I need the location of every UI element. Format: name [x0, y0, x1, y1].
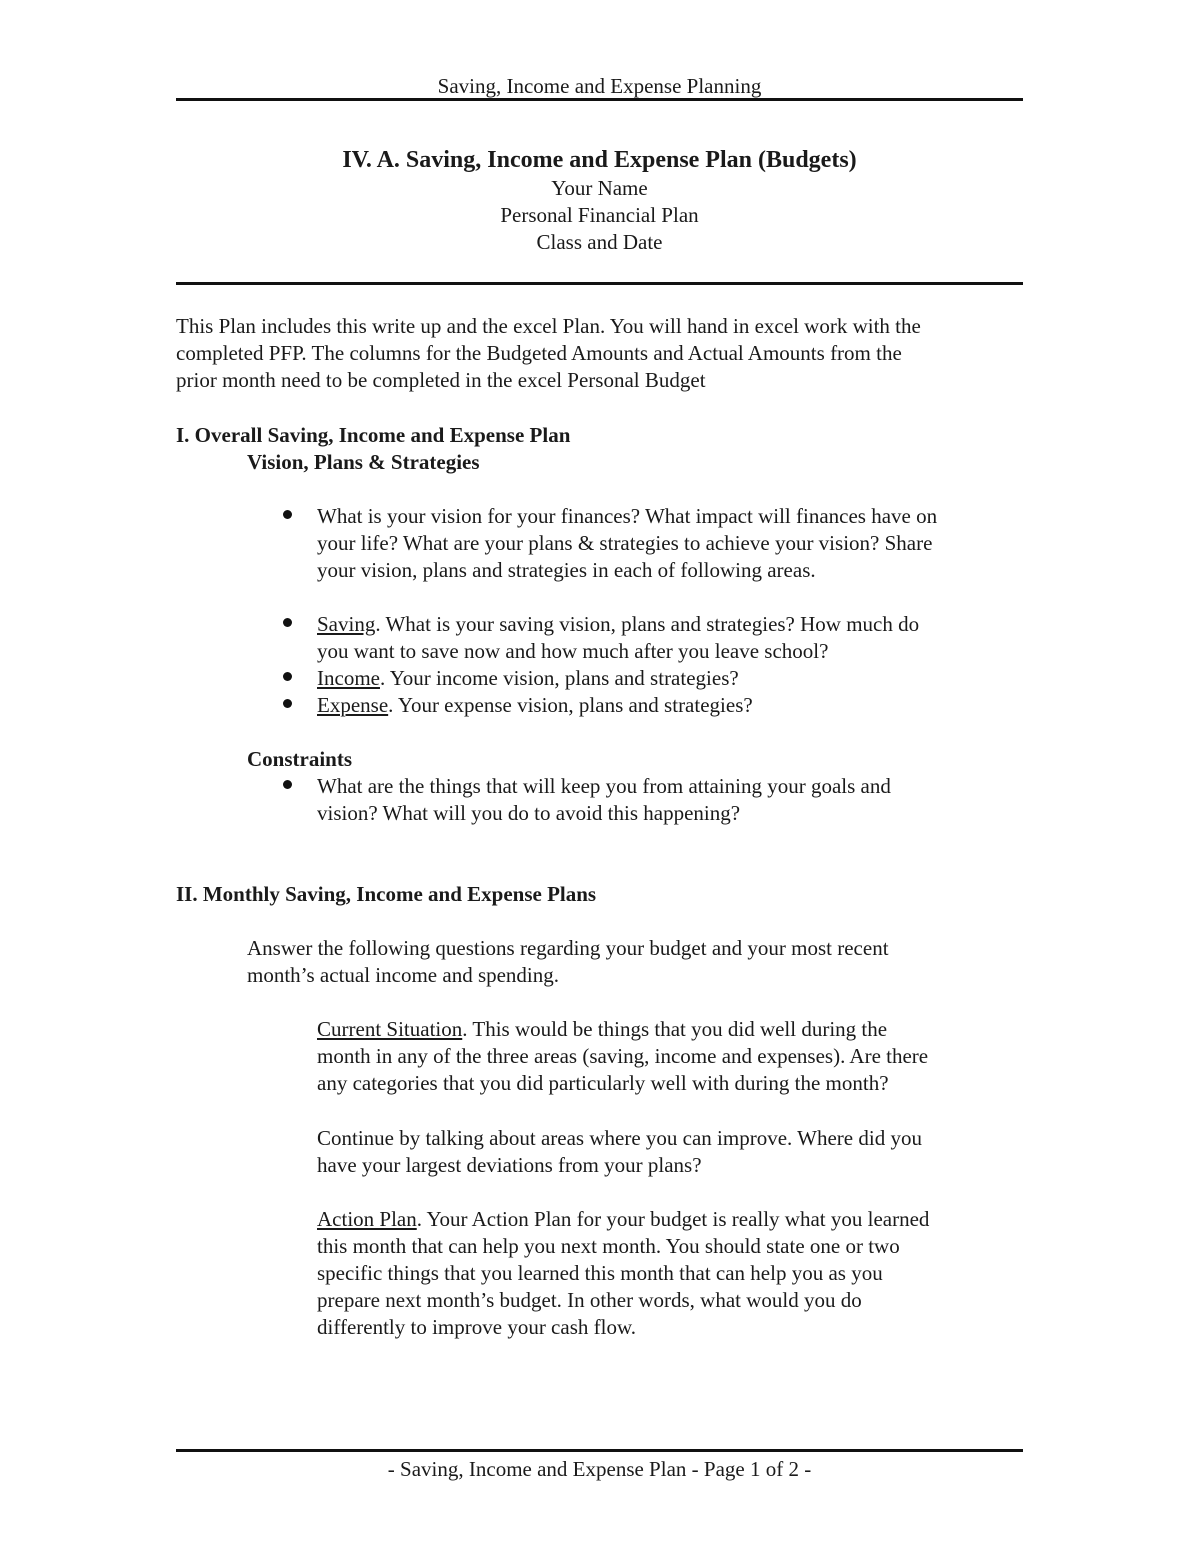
current-situation-paragraph: [317, 1016, 928, 1097]
income-line: [317, 665, 739, 692]
bullet-icon: [283, 780, 292, 789]
action-line: this month that can help you next month. You should state one or two: [317, 1234, 900, 1258]
action-plan-paragraph: [317, 1206, 929, 1341]
running-header: Saving, Income and Expense Planning: [437, 74, 762, 98]
bullet-icon: [283, 672, 292, 681]
footer-rule: [176, 1449, 1023, 1452]
section1-heading: I. Overall Saving, Income and Expense Plan: [176, 423, 571, 447]
saving-text: . What is your saving vision, plans and strategies? How much do: [375, 612, 920, 636]
constraints-line: What are the things that will keep you from attaining your goals and: [317, 774, 891, 798]
income-text: . Your income vision, plans and strategies?: [379, 666, 739, 690]
current-line: month in any of the three areas (saving, income and expenses). Are there: [317, 1044, 929, 1068]
action-line: prepare next month’s budget. In other words, what would you do: [317, 1288, 862, 1312]
current-text: . This would be things that you did well during the: [462, 1017, 888, 1041]
action-text: . Your Action Plan for your budget is really what you learned: [416, 1207, 930, 1231]
current-situation-label: Current Situation: [317, 1017, 463, 1041]
saving-label: Saving: [317, 612, 376, 636]
saving-line: [317, 611, 919, 638]
action-line: specific things that you learned this month that can help you as you: [317, 1261, 883, 1285]
bullet-line: your vision, plans and strategies in each of following areas.: [317, 558, 816, 582]
intro-paragraph: [176, 313, 921, 394]
expense-bullet: [317, 692, 753, 719]
section2-heading: II. Monthly Saving, Income and Expense Plans: [176, 882, 597, 906]
income-label: Income: [317, 666, 380, 690]
action-plan-label: Action Plan: [317, 1207, 417, 1231]
bullet-line: your life? What are your plans & strategies to achieve your vision? Share: [317, 531, 933, 555]
expense-text: . Your expense vision, plans and strategies?: [388, 693, 753, 717]
vision-bullet: [317, 503, 937, 584]
intro-line: completed PFP. The columns for the Budgeted Amounts and Actual Amounts from the: [176, 341, 902, 365]
page-footer: - Saving, Income and Expense Plan - Page 1 of 2 -: [387, 1457, 812, 1481]
section2-intro: [247, 935, 889, 989]
current-line: any categories that you did particularly well with during the month?: [317, 1071, 889, 1095]
continue-line: have your largest deviations from your plans?: [317, 1153, 702, 1177]
constraints-line: vision? What will you do to avoid this happening?: [317, 801, 741, 825]
title-rule: [176, 282, 1023, 285]
saving-bullet: [317, 611, 919, 665]
author-name: Your Name: [551, 176, 648, 200]
current-line: [317, 1016, 928, 1043]
action-line: [317, 1206, 929, 1233]
document-title: IV. A. Saving, Income and Expense Plan (Budgets): [342, 147, 857, 173]
class-and-date: Class and Date: [536, 230, 663, 254]
income-bullet: [317, 665, 739, 692]
saving-line-2: you want to save now and how much after you leave school?: [317, 639, 829, 663]
section2-intro-line: month’s actual income and spending.: [247, 963, 560, 987]
intro-line: This Plan includes this write up and the excel Plan. You will hand in excel work with the: [176, 314, 921, 338]
continue-paragraph: [317, 1125, 922, 1179]
intro-line: prior month need to be completed in the excel Personal Budget: [176, 368, 706, 392]
continue-line: Continue by talking about areas where you can improve. Where did you: [317, 1126, 922, 1150]
header-rule: [176, 98, 1023, 101]
action-line: differently to improve your cash flow.: [317, 1315, 636, 1339]
section2-intro-line: Answer the following questions regarding your budget and your most recent: [247, 936, 889, 960]
expense-label: Expense: [317, 693, 389, 717]
bullet-line: What is your vision for your finances? What impact will finances have on: [317, 504, 938, 528]
constraints-bullet: [317, 773, 891, 827]
bullet-icon: [283, 618, 292, 627]
bullet-icon: [283, 699, 292, 708]
bullet-icon: [283, 510, 292, 519]
constraints-heading: Constraints: [247, 747, 353, 771]
plan-name: Personal Financial Plan: [500, 203, 699, 227]
expense-line: [317, 692, 753, 719]
section1-subheading: Vision, Plans & Strategies: [247, 450, 480, 474]
